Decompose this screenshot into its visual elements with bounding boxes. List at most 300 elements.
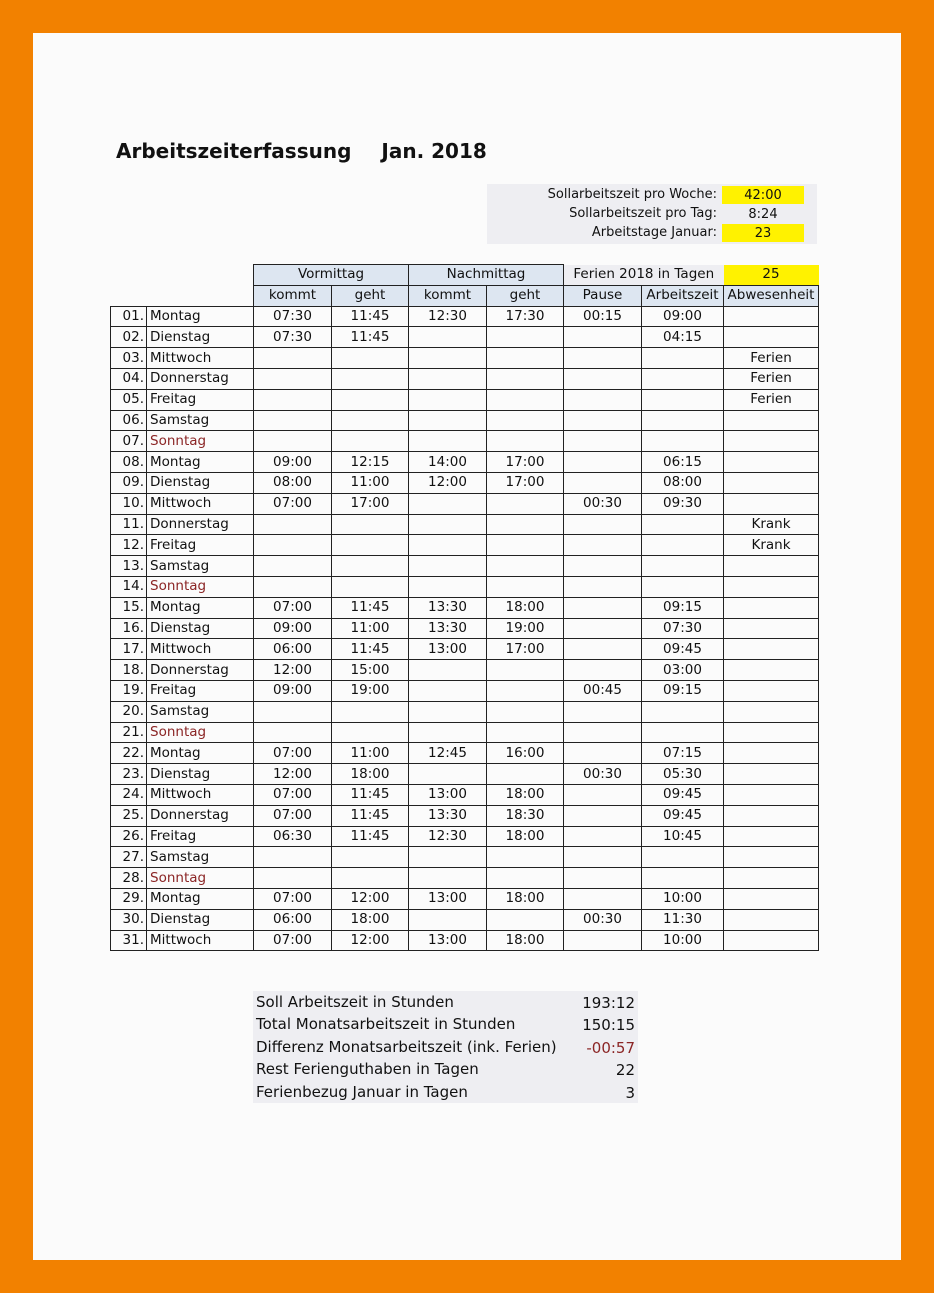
- worktime-cell[interactable]: [642, 868, 724, 889]
- worktime-cell[interactable]: 06:15: [642, 452, 724, 473]
- day-number: 19.: [111, 680, 147, 701]
- morning-in-cell[interactable]: 07:30: [254, 327, 332, 348]
- pause-cell[interactable]: [564, 597, 642, 618]
- morning-out-cell[interactable]: [332, 514, 409, 535]
- absence-cell[interactable]: [724, 493, 819, 514]
- morning-in-cell[interactable]: 09:00: [254, 618, 332, 639]
- afternoon-out-cell[interactable]: 17:00: [487, 639, 564, 660]
- morning-in-cell[interactable]: 07:00: [254, 888, 332, 909]
- morning-out-cell[interactable]: [332, 576, 409, 597]
- worktime-cell[interactable]: [642, 410, 724, 431]
- day-number: 03.: [111, 348, 147, 369]
- morning-out-cell[interactable]: [332, 701, 409, 722]
- afternoon-in-cell[interactable]: 13:30: [409, 618, 487, 639]
- day-name: Mittwoch: [147, 348, 254, 369]
- worktime-cell[interactable]: 09:15: [642, 680, 724, 701]
- absence-cell[interactable]: [724, 639, 819, 660]
- pause-cell[interactable]: 00:30: [564, 764, 642, 785]
- worktime-cell[interactable]: [642, 847, 724, 868]
- morning-in-cell[interactable]: 07:00: [254, 784, 332, 805]
- absence-cell[interactable]: [724, 327, 819, 348]
- pause-cell[interactable]: [564, 660, 642, 681]
- morning-out-cell[interactable]: [332, 389, 409, 410]
- col-header-morning-in: kommt: [254, 285, 332, 306]
- afternoon-in-cell[interactable]: [409, 868, 487, 889]
- morning-in-cell[interactable]: [254, 535, 332, 556]
- morning-in-cell[interactable]: 06:00: [254, 639, 332, 660]
- pause-cell[interactable]: 00:45: [564, 680, 642, 701]
- afternoon-out-cell[interactable]: [487, 389, 564, 410]
- afternoon-in-cell[interactable]: 12:30: [409, 826, 487, 847]
- pause-cell[interactable]: [564, 826, 642, 847]
- worktime-cell[interactable]: 07:15: [642, 743, 724, 764]
- day-name: Dienstag: [147, 764, 254, 785]
- col-header-absence: Abwesenheit: [724, 285, 819, 306]
- day-name: Mittwoch: [147, 639, 254, 660]
- table-row: [111, 888, 819, 909]
- absence-cell[interactable]: Ferien: [724, 348, 819, 369]
- afternoon-out-cell[interactable]: [487, 868, 564, 889]
- morning-in-cell[interactable]: 06:30: [254, 826, 332, 847]
- day-number: 09.: [111, 472, 147, 493]
- pause-cell[interactable]: [564, 618, 642, 639]
- morning-in-cell[interactable]: 07:00: [254, 805, 332, 826]
- worktime-cell[interactable]: [642, 389, 724, 410]
- day-number: 24.: [111, 784, 147, 805]
- pause-cell[interactable]: [564, 930, 642, 951]
- summary-label: Soll Arbeitszeit in Stunden: [256, 993, 454, 1011]
- day-number: 23.: [111, 764, 147, 785]
- group-header-afternoon: Nachmittag: [409, 265, 564, 286]
- summary-label: Ferienbezug Januar in Tagen: [256, 1083, 468, 1101]
- day-name: Freitag: [147, 535, 254, 556]
- morning-in-cell[interactable]: [254, 576, 332, 597]
- afternoon-out-cell[interactable]: [487, 535, 564, 556]
- afternoon-in-cell[interactable]: 13:00: [409, 639, 487, 660]
- summary-label: Rest Ferienguthaben in Tagen: [256, 1060, 479, 1078]
- worktime-cell[interactable]: 09:45: [642, 805, 724, 826]
- pause-cell[interactable]: [564, 888, 642, 909]
- morning-out-cell[interactable]: 17:00: [332, 493, 409, 514]
- afternoon-in-cell[interactable]: [409, 514, 487, 535]
- pause-cell[interactable]: [564, 368, 642, 389]
- page-title: [116, 139, 487, 163]
- day-number: 13.: [111, 556, 147, 577]
- table-row: [111, 847, 819, 868]
- afternoon-out-cell[interactable]: [487, 764, 564, 785]
- day-name: Samstag: [147, 701, 254, 722]
- morning-in-cell[interactable]: [254, 410, 332, 431]
- afternoon-out-cell[interactable]: [487, 722, 564, 743]
- pause-cell[interactable]: 00:30: [564, 909, 642, 930]
- weekly-target-cell[interactable]: 42:00: [722, 186, 804, 204]
- afternoon-out-cell[interactable]: [487, 680, 564, 701]
- worktime-cell[interactable]: [642, 722, 724, 743]
- worktime-cell[interactable]: 05:30: [642, 764, 724, 785]
- table-row: [111, 618, 819, 639]
- afternoon-out-cell[interactable]: [487, 348, 564, 369]
- pause-cell[interactable]: [564, 639, 642, 660]
- morning-out-cell[interactable]: 11:45: [332, 327, 409, 348]
- morning-in-cell[interactable]: [254, 847, 332, 868]
- morning-in-cell[interactable]: [254, 722, 332, 743]
- afternoon-out-cell[interactable]: [487, 327, 564, 348]
- absence-cell[interactable]: [724, 597, 819, 618]
- afternoon-in-cell[interactable]: [409, 909, 487, 930]
- table-row: [111, 680, 819, 701]
- pause-cell[interactable]: [564, 805, 642, 826]
- afternoon-in-cell[interactable]: [409, 576, 487, 597]
- morning-in-cell[interactable]: [254, 431, 332, 452]
- absence-cell[interactable]: [724, 784, 819, 805]
- absence-cell[interactable]: [724, 888, 819, 909]
- afternoon-out-cell[interactable]: [487, 660, 564, 681]
- day-number: 30.: [111, 909, 147, 930]
- absence-cell[interactable]: [724, 701, 819, 722]
- table-row: [111, 452, 819, 473]
- morning-in-cell[interactable]: 07:00: [254, 597, 332, 618]
- afternoon-in-cell[interactable]: 13:30: [409, 597, 487, 618]
- afternoon-in-cell[interactable]: [409, 535, 487, 556]
- morning-in-cell[interactable]: [254, 389, 332, 410]
- afternoon-in-cell[interactable]: 12:30: [409, 306, 487, 327]
- absence-cell[interactable]: [724, 452, 819, 473]
- day-number: 04.: [111, 368, 147, 389]
- pause-cell[interactable]: [564, 868, 642, 889]
- summary-row: [253, 1081, 638, 1103]
- absence-cell[interactable]: [724, 930, 819, 951]
- day-number: 26.: [111, 826, 147, 847]
- worktime-cell[interactable]: 10:00: [642, 888, 724, 909]
- morning-in-cell[interactable]: 06:00: [254, 909, 332, 930]
- absence-cell[interactable]: [724, 431, 819, 452]
- day-name: Samstag: [147, 847, 254, 868]
- worktime-cell[interactable]: 09:45: [642, 639, 724, 660]
- afternoon-in-cell[interactable]: [409, 847, 487, 868]
- afternoon-out-cell[interactable]: [487, 493, 564, 514]
- workdays-cell[interactable]: 23: [722, 224, 804, 242]
- worktime-cell[interactable]: [642, 514, 724, 535]
- day-name: Samstag: [147, 556, 254, 577]
- worktime-cell[interactable]: 09:00: [642, 306, 724, 327]
- morning-out-cell[interactable]: [332, 722, 409, 743]
- afternoon-in-cell[interactable]: [409, 368, 487, 389]
- morning-in-cell[interactable]: [254, 868, 332, 889]
- day-name: Sonntag: [147, 868, 254, 889]
- afternoon-out-cell[interactable]: 17:00: [487, 452, 564, 473]
- day-number: 08.: [111, 452, 147, 473]
- afternoon-out-cell[interactable]: [487, 368, 564, 389]
- afternoon-in-cell[interactable]: [409, 389, 487, 410]
- morning-in-cell[interactable]: 07:00: [254, 493, 332, 514]
- absence-cell[interactable]: Ferien: [724, 368, 819, 389]
- absence-cell[interactable]: [724, 722, 819, 743]
- morning-out-cell[interactable]: 11:45: [332, 826, 409, 847]
- absence-cell[interactable]: [724, 847, 819, 868]
- day-number: 15.: [111, 597, 147, 618]
- morning-in-cell[interactable]: [254, 368, 332, 389]
- morning-out-cell[interactable]: 18:00: [332, 764, 409, 785]
- day-name: Montag: [147, 888, 254, 909]
- morning-in-cell[interactable]: [254, 514, 332, 535]
- morning-in-cell[interactable]: 08:00: [254, 472, 332, 493]
- absence-cell[interactable]: [724, 618, 819, 639]
- pause-cell[interactable]: [564, 535, 642, 556]
- morning-out-cell[interactable]: 11:45: [332, 597, 409, 618]
- time-table: [110, 264, 819, 951]
- table-row: [111, 493, 819, 514]
- afternoon-out-cell[interactable]: 18:00: [487, 930, 564, 951]
- afternoon-out-cell[interactable]: [487, 556, 564, 577]
- afternoon-out-cell[interactable]: [487, 431, 564, 452]
- vacation-days-label: Ferien 2018 in Tagen: [564, 265, 724, 286]
- morning-in-cell[interactable]: [254, 348, 332, 369]
- day-name: Donnerstag: [147, 805, 254, 826]
- morning-in-cell[interactable]: 12:00: [254, 660, 332, 681]
- table-row: [111, 306, 819, 327]
- afternoon-out-cell[interactable]: 18:00: [487, 597, 564, 618]
- day-name: Sonntag: [147, 431, 254, 452]
- morning-in-cell[interactable]: [254, 556, 332, 577]
- morning-out-cell[interactable]: 11:45: [332, 805, 409, 826]
- morning-out-cell[interactable]: [332, 847, 409, 868]
- absence-cell[interactable]: Krank: [724, 535, 819, 556]
- absence-cell[interactable]: [724, 743, 819, 764]
- afternoon-in-cell[interactable]: [409, 764, 487, 785]
- morning-in-cell[interactable]: 07:30: [254, 306, 332, 327]
- table-row: [111, 701, 819, 722]
- afternoon-out-cell[interactable]: 17:30: [487, 306, 564, 327]
- afternoon-out-cell[interactable]: [487, 847, 564, 868]
- pause-cell[interactable]: [564, 514, 642, 535]
- absence-cell[interactable]: [724, 556, 819, 577]
- absence-cell[interactable]: [724, 680, 819, 701]
- absence-cell[interactable]: [724, 805, 819, 826]
- worktime-cell[interactable]: [642, 701, 724, 722]
- afternoon-in-cell[interactable]: 13:30: [409, 805, 487, 826]
- morning-in-cell[interactable]: 09:00: [254, 680, 332, 701]
- worktime-cell[interactable]: [642, 535, 724, 556]
- worktime-cell[interactable]: 04:15: [642, 327, 724, 348]
- pause-cell[interactable]: [564, 784, 642, 805]
- worktime-cell[interactable]: 10:45: [642, 826, 724, 847]
- afternoon-out-cell[interactable]: [487, 514, 564, 535]
- morning-out-cell[interactable]: 19:00: [332, 680, 409, 701]
- summary-label: Differenz Monatsarbeitszeit (ink. Ferien): [256, 1038, 557, 1056]
- worktime-cell[interactable]: 07:30: [642, 618, 724, 639]
- day-number: 05.: [111, 389, 147, 410]
- afternoon-out-cell[interactable]: 18:00: [487, 888, 564, 909]
- worktime-cell[interactable]: 08:00: [642, 472, 724, 493]
- afternoon-in-cell[interactable]: [409, 327, 487, 348]
- morning-out-cell[interactable]: [332, 535, 409, 556]
- pause-cell[interactable]: 00:15: [564, 306, 642, 327]
- afternoon-in-cell[interactable]: 13:00: [409, 784, 487, 805]
- afternoon-in-cell[interactable]: [409, 431, 487, 452]
- morning-out-cell[interactable]: [332, 410, 409, 431]
- day-name: Montag: [147, 452, 254, 473]
- table-row: [111, 576, 819, 597]
- pause-cell[interactable]: [564, 389, 642, 410]
- afternoon-out-cell[interactable]: [487, 410, 564, 431]
- afternoon-in-cell[interactable]: [409, 701, 487, 722]
- afternoon-out-cell[interactable]: [487, 909, 564, 930]
- morning-out-cell[interactable]: 11:45: [332, 639, 409, 660]
- morning-out-cell[interactable]: 11:00: [332, 743, 409, 764]
- afternoon-in-cell[interactable]: 12:00: [409, 472, 487, 493]
- morning-out-cell[interactable]: 15:00: [332, 660, 409, 681]
- table-row: [111, 660, 819, 681]
- day-name: Montag: [147, 743, 254, 764]
- table-row: [111, 327, 819, 348]
- absence-cell[interactable]: [724, 576, 819, 597]
- day-number: 16.: [111, 618, 147, 639]
- worktime-cell[interactable]: [642, 576, 724, 597]
- morning-in-cell[interactable]: [254, 701, 332, 722]
- summary-value: 193:12: [582, 994, 635, 1012]
- morning-out-cell[interactable]: [332, 431, 409, 452]
- absence-cell[interactable]: [724, 306, 819, 327]
- absence-cell[interactable]: Krank: [724, 514, 819, 535]
- afternoon-out-cell[interactable]: 16:00: [487, 743, 564, 764]
- afternoon-out-cell[interactable]: 17:00: [487, 472, 564, 493]
- morning-out-cell[interactable]: 12:00: [332, 888, 409, 909]
- afternoon-out-cell[interactable]: 19:00: [487, 618, 564, 639]
- pause-cell[interactable]: [564, 847, 642, 868]
- morning-out-cell[interactable]: 11:00: [332, 618, 409, 639]
- afternoon-in-cell[interactable]: [409, 493, 487, 514]
- pause-cell[interactable]: [564, 348, 642, 369]
- summary-row: [253, 1058, 638, 1080]
- absence-cell[interactable]: [724, 472, 819, 493]
- morning-in-cell[interactable]: 12:00: [254, 764, 332, 785]
- table-row: [111, 410, 819, 431]
- table-row: [111, 472, 819, 493]
- worktime-cell[interactable]: 10:00: [642, 930, 724, 951]
- day-name: Dienstag: [147, 327, 254, 348]
- morning-in-cell[interactable]: 07:00: [254, 930, 332, 951]
- day-name: Dienstag: [147, 472, 254, 493]
- pause-cell[interactable]: 00:30: [564, 493, 642, 514]
- afternoon-in-cell[interactable]: 13:00: [409, 888, 487, 909]
- day-number: 21.: [111, 722, 147, 743]
- pause-cell[interactable]: [564, 722, 642, 743]
- morning-out-cell[interactable]: [332, 868, 409, 889]
- day-name: Montag: [147, 306, 254, 327]
- pause-cell[interactable]: [564, 576, 642, 597]
- morning-out-cell[interactable]: [332, 368, 409, 389]
- col-header-morning-out: geht: [332, 285, 409, 306]
- vacation-days-value[interactable]: 25: [724, 265, 819, 286]
- worktime-cell[interactable]: [642, 431, 724, 452]
- day-number: 27.: [111, 847, 147, 868]
- afternoon-in-cell[interactable]: [409, 722, 487, 743]
- morning-out-cell[interactable]: 12:00: [332, 930, 409, 951]
- afternoon-in-cell[interactable]: 14:00: [409, 452, 487, 473]
- col-header-worktime: Arbeitszeit: [642, 285, 724, 306]
- col-header-pause: Pause: [564, 285, 642, 306]
- afternoon-in-cell[interactable]: [409, 680, 487, 701]
- info-label: Sollarbeitszeit pro Tag:: [569, 206, 717, 221]
- morning-out-cell[interactable]: 11:45: [332, 306, 409, 327]
- day-number: 07.: [111, 431, 147, 452]
- afternoon-out-cell[interactable]: 18:00: [487, 784, 564, 805]
- worktime-cell[interactable]: 09:30: [642, 493, 724, 514]
- day-number: 06.: [111, 410, 147, 431]
- worktime-cell[interactable]: 11:30: [642, 909, 724, 930]
- table-row: [111, 722, 819, 743]
- pause-cell[interactable]: [564, 743, 642, 764]
- day-number: 29.: [111, 888, 147, 909]
- afternoon-in-cell[interactable]: 13:00: [409, 930, 487, 951]
- morning-out-cell[interactable]: 11:00: [332, 472, 409, 493]
- worktime-cell[interactable]: 09:45: [642, 784, 724, 805]
- table-row: [111, 514, 819, 535]
- absence-cell[interactable]: [724, 764, 819, 785]
- morning-out-cell[interactable]: 11:45: [332, 784, 409, 805]
- pause-cell[interactable]: [564, 556, 642, 577]
- absence-cell[interactable]: Ferien: [724, 389, 819, 410]
- day-name: Freitag: [147, 389, 254, 410]
- morning-out-cell[interactable]: 12:15: [332, 452, 409, 473]
- day-name: Mittwoch: [147, 493, 254, 514]
- worktime-cell[interactable]: [642, 368, 724, 389]
- morning-in-cell[interactable]: 07:00: [254, 743, 332, 764]
- summary-value: 3: [625, 1084, 635, 1102]
- absence-cell[interactable]: [724, 826, 819, 847]
- afternoon-out-cell[interactable]: [487, 576, 564, 597]
- summary-box: [253, 991, 638, 1103]
- worktime-cell[interactable]: 09:15: [642, 597, 724, 618]
- info-row-daily: [487, 205, 817, 224]
- afternoon-in-cell[interactable]: 12:45: [409, 743, 487, 764]
- absence-cell[interactable]: [724, 410, 819, 431]
- daily-target-cell[interactable]: 8:24: [748, 207, 778, 222]
- afternoon-in-cell[interactable]: [409, 660, 487, 681]
- afternoon-in-cell[interactable]: [409, 348, 487, 369]
- pause-cell[interactable]: [564, 431, 642, 452]
- pause-cell[interactable]: [564, 701, 642, 722]
- pause-cell[interactable]: [564, 452, 642, 473]
- pause-cell[interactable]: [564, 410, 642, 431]
- morning-out-cell[interactable]: [332, 556, 409, 577]
- info-label: Sollarbeitszeit pro Woche:: [547, 187, 717, 202]
- table-row: [111, 535, 819, 556]
- day-name: Freitag: [147, 826, 254, 847]
- worktime-cell[interactable]: [642, 348, 724, 369]
- worktime-cell[interactable]: 03:00: [642, 660, 724, 681]
- absence-cell[interactable]: [724, 660, 819, 681]
- worktime-cell[interactable]: [642, 556, 724, 577]
- col-header-afternoon-in: kommt: [409, 285, 487, 306]
- table-row: [111, 930, 819, 951]
- absence-cell[interactable]: [724, 909, 819, 930]
- table-row: [111, 368, 819, 389]
- morning-in-cell[interactable]: 09:00: [254, 452, 332, 473]
- pause-cell[interactable]: [564, 327, 642, 348]
- morning-out-cell[interactable]: 18:00: [332, 909, 409, 930]
- table-row: [111, 805, 819, 826]
- afternoon-out-cell[interactable]: 18:00: [487, 826, 564, 847]
- day-number: 11.: [111, 514, 147, 535]
- absence-cell[interactable]: [724, 868, 819, 889]
- afternoon-in-cell[interactable]: [409, 556, 487, 577]
- afternoon-out-cell[interactable]: [487, 701, 564, 722]
- afternoon-out-cell[interactable]: 18:30: [487, 805, 564, 826]
- afternoon-in-cell[interactable]: [409, 410, 487, 431]
- pause-cell[interactable]: [564, 472, 642, 493]
- morning-out-cell[interactable]: [332, 348, 409, 369]
